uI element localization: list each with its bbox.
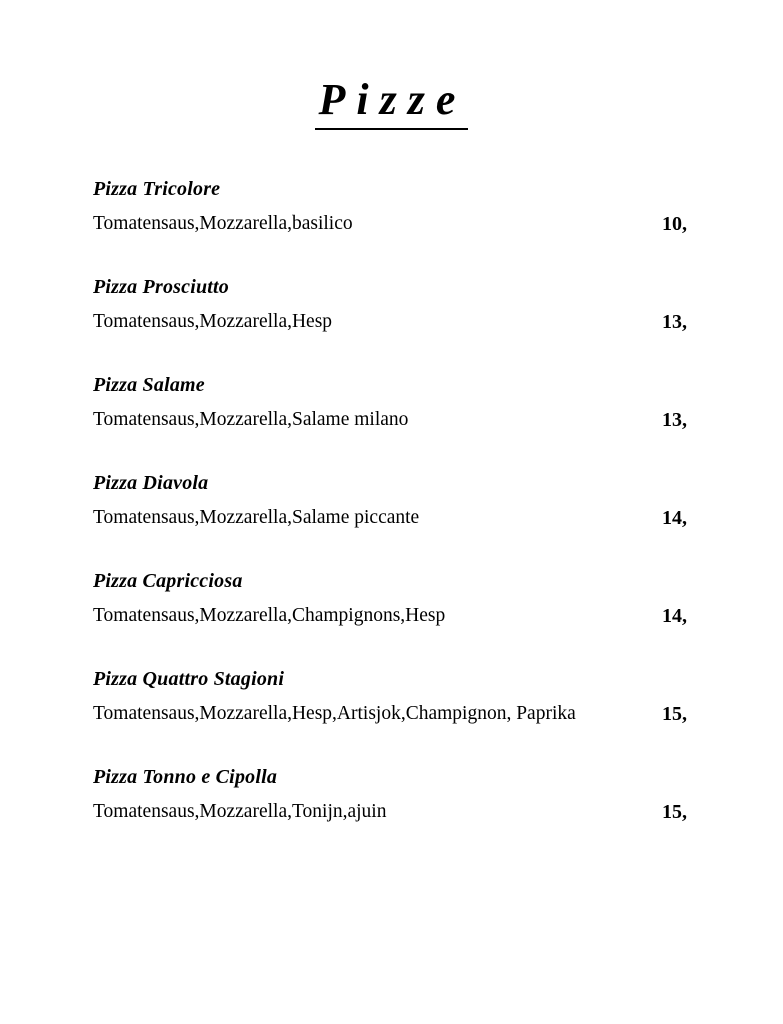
page-title-container	[0, 0, 783, 130]
menu-item-description: Tomatensaus,Mozzarella,Champignons,Hesp	[93, 605, 446, 626]
menu-item-row	[93, 599, 687, 634]
menu-item	[93, 370, 687, 438]
menu-item-row	[93, 403, 687, 438]
menu-item	[93, 566, 687, 634]
menu-item-name: Pizza Salame	[93, 374, 205, 396]
menu-item-row	[93, 305, 687, 340]
menu-item	[93, 762, 687, 830]
menu-item-row	[93, 795, 687, 830]
menu-item-price: 14,	[662, 605, 687, 627]
menu-item	[93, 174, 687, 242]
menu-item-name: Pizza Quattro Stagioni	[93, 668, 285, 690]
menu-item-name: Pizza Tricolore	[93, 178, 221, 200]
menu-item-name: Pizza Prosciutto	[93, 276, 229, 298]
page-title: Pizze	[315, 78, 469, 130]
menu-item-price: 10,	[662, 213, 687, 235]
menu-item-price: 14,	[662, 507, 687, 529]
menu-item-price: 13,	[662, 409, 687, 431]
menu-item-row	[93, 697, 687, 732]
menu-item-description: Tomatensaus,Mozzarella,Hesp,Artisjok,Champignon, Paprika	[93, 703, 576, 724]
menu-item-name: Pizza Diavola	[93, 472, 209, 494]
menu-item	[93, 664, 687, 732]
menu-item-price: 15,	[662, 801, 687, 823]
menu-item-description: Tomatensaus,Mozzarella,Salame piccante	[93, 507, 420, 528]
menu-item-price: 13,	[662, 311, 687, 333]
menu-item-description: Tomatensaus,Mozzarella,Hesp	[93, 311, 333, 332]
menu-item	[93, 468, 687, 536]
menu-item-row	[93, 207, 687, 242]
menu-item-description: Tomatensaus,Mozzarella,Tonijn,ajuin	[93, 801, 387, 822]
menu-item	[93, 272, 687, 340]
menu-list	[0, 174, 783, 830]
menu-item-description: Tomatensaus,Mozzarella,Salame milano	[93, 409, 409, 430]
menu-item-price: 15,	[662, 703, 687, 725]
menu-item-name: Pizza Tonno e Cipolla	[93, 766, 278, 788]
menu-item-row	[93, 501, 687, 536]
menu-item-name: Pizza Capricciosa	[93, 570, 243, 592]
menu-item-description: Tomatensaus,Mozzarella,basilico	[93, 213, 353, 234]
